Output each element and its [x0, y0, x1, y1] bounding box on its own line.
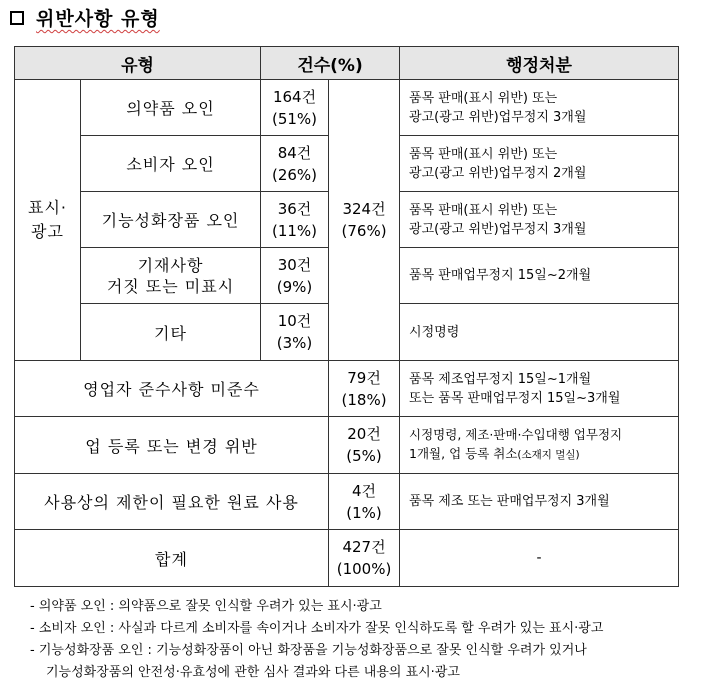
action-line-1: 시정명령: [409, 324, 460, 340]
total-row: [15, 530, 679, 587]
footnotes: [30, 596, 710, 684]
count-cell: [329, 361, 400, 417]
type-cell: 소비자 오인: [81, 136, 261, 192]
checkbox-square-icon: [10, 11, 24, 25]
footnote-continuation: 기능성화장품의 안전성·유효성에 관한 심사 결과와 다른 내용의 표시·광고: [46, 665, 460, 680]
count-value: 30건: [277, 255, 312, 274]
count-cell: [261, 248, 329, 304]
action-line-1: 품목 제조 또는 판매업무정지 3개월: [409, 494, 610, 509]
type-cell: [81, 248, 261, 304]
header-count: 건수(%): [261, 47, 400, 80]
count-pct: (3%): [276, 334, 313, 352]
action-line-2: 광고(광고 위반)업무정지 3개월: [409, 109, 587, 125]
total-count-pct: (100%): [336, 560, 392, 578]
type-line-1: 기재사항: [137, 255, 204, 275]
total-count-value: 427건: [342, 538, 386, 556]
group-count-value: 324건: [342, 200, 386, 218]
action-line-1: 시정명령, 제조·판매·수입대행 업무정지: [409, 427, 623, 442]
action-line-2: 1개월, 업 등록 취소: [409, 446, 518, 461]
count-value: 10건: [277, 312, 312, 330]
action-cell: [400, 417, 679, 474]
total-label: 합계: [15, 530, 329, 587]
type-cell: 영업자 준수사항 미준수: [15, 361, 329, 417]
type-cell: 기능성화장품 오인: [81, 192, 261, 248]
type-cell: 사용상의 제한이 필요한 원료 사용: [15, 474, 329, 530]
count-cell: [329, 417, 400, 474]
count-cell: [261, 136, 329, 192]
action-line-1: 품목 판매(표시 위반) 또는: [409, 90, 558, 106]
table-row: [15, 80, 679, 136]
footnote-item: - 의약품 오인 : 의약품으로 잘못 인식할 우려가 있는 표시·광고: [30, 599, 382, 614]
action-note-small: (소재지 멸실): [517, 449, 580, 461]
count-cell: [329, 474, 400, 530]
count-cell: [261, 304, 329, 361]
group-count-pct: (76%): [341, 222, 387, 240]
type-cell: 의약품 오인: [81, 80, 261, 136]
count-pct: (9%): [276, 277, 313, 296]
header-type: 유형: [15, 47, 261, 80]
count-pct: (51%): [271, 109, 318, 128]
count-value: 36건: [277, 199, 312, 218]
group-label-text: 표시·광고: [28, 198, 67, 241]
violation-table: [14, 46, 679, 587]
action-line-1: 품목 판매(표시 위반) 또는: [409, 146, 558, 162]
type-cell: 업 등록 또는 변경 위반: [15, 417, 329, 474]
type-line-2: 거짓 또는 미표시: [106, 276, 235, 296]
header-action: 행정처분: [400, 47, 679, 80]
action-line-1: 품목 제조업무정지 15일~1개월: [409, 371, 592, 387]
count-value: 20건: [347, 425, 381, 443]
count-value: 79건: [347, 368, 381, 387]
action-cell: [400, 192, 679, 248]
action-cell: [400, 304, 679, 361]
action-line-1: 품목 판매업무정지 15일~2개월: [409, 268, 592, 283]
group-label: [15, 80, 81, 361]
total-count-cell: [329, 530, 400, 587]
count-pct: (18%): [341, 390, 387, 409]
action-cell: [400, 474, 679, 530]
table-row: [15, 474, 679, 530]
footnote-item: - 소비자 오인 : 사실과 다르게 소비자를 속이거나 소비자가 잘못 인식하도록 할 우려가 있는 표시·광고: [30, 621, 604, 636]
action-cell: [400, 80, 679, 136]
count-pct: (5%): [346, 447, 382, 465]
count-value: 84건: [277, 143, 312, 162]
count-cell: [261, 80, 329, 136]
table-row: [15, 417, 679, 474]
action-line-2: 또는 품목 판매업무정지 15일~3개월: [409, 390, 621, 406]
count-pct: (11%): [271, 221, 318, 240]
table-row: [15, 361, 679, 417]
action-cell: [400, 361, 679, 417]
action-cell: [400, 136, 679, 192]
action-line-2: 광고(광고 위반)업무정지 3개월: [409, 221, 587, 237]
count-pct: (1%): [346, 503, 382, 522]
total-action: -: [400, 530, 679, 587]
action-cell: [400, 248, 679, 304]
count-value: 4건: [352, 481, 377, 500]
action-line-1: 품목 판매(표시 위반) 또는: [409, 202, 558, 218]
section-title: [10, 4, 160, 31]
count-pct: (26%): [271, 165, 318, 184]
type-cell: 기타: [81, 304, 261, 361]
count-cell: [261, 192, 329, 248]
group-count-cell: [329, 80, 400, 361]
footnote-item: - 기능성화장품 오인 : 기능성화장품이 아닌 화장품을 기능성화장품으로 잘못 인식할 우려가 있거나: [30, 643, 587, 658]
section-title-text: 위반사항 유형: [36, 8, 160, 30]
action-line-2: 광고(광고 위반)업무정지 2개월: [409, 165, 587, 181]
count-value: 164건: [272, 87, 317, 106]
